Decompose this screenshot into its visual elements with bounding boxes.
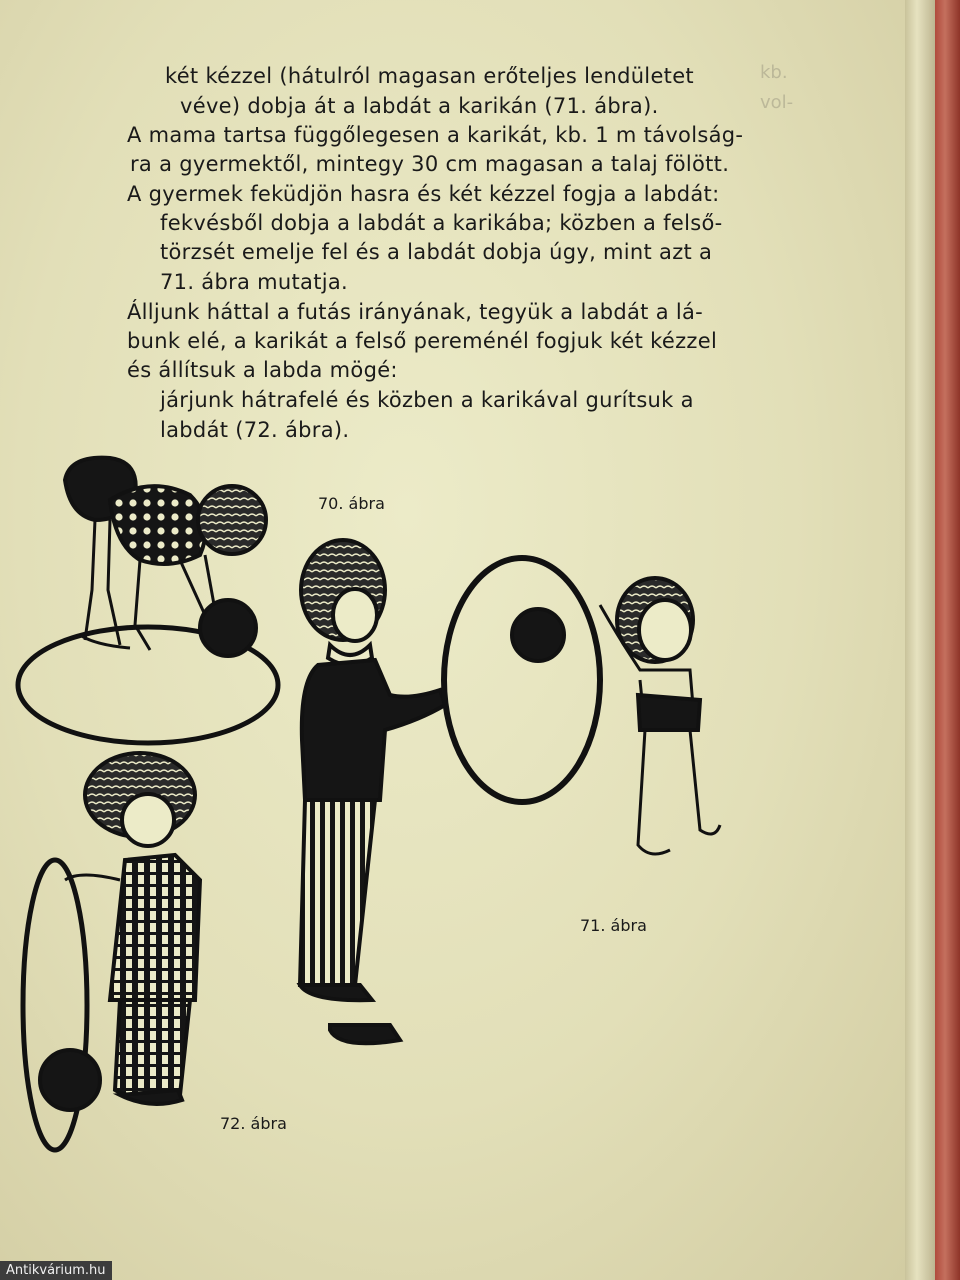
caption-figure-70: 70. ábra	[318, 494, 385, 513]
text-line: járjunk hátrafelé és közben a karikával gurítsuk a	[160, 388, 694, 412]
figure-71	[300, 540, 720, 1043]
text-line: Álljunk háttal a futás irányának, tegyük a labdát a lá-	[127, 300, 704, 324]
figure-70	[18, 458, 278, 743]
caption-figure-71: 71. ábra	[580, 916, 647, 935]
bleed-through-text: vol-	[760, 92, 794, 113]
text-line: fekvésből dobja a labdát a karikába; közben a felső-	[160, 211, 723, 235]
bleed-through-text: kb.	[760, 62, 788, 83]
page-edge	[905, 0, 935, 1280]
book-spine	[935, 0, 960, 1280]
text-line: véve) dobja át a labdát a karikán (71. ábra).	[180, 94, 659, 118]
figure-72	[23, 753, 200, 1150]
text-line: és állítsuk a labda mögé:	[127, 358, 398, 382]
text-line: törzsét emelje fel és a labdát dobja úgy, mint azt a	[160, 240, 713, 264]
text-line: labdát (72. ábra).	[160, 418, 350, 442]
text-line: A gyermek feküdjön hasra és két kézzel fogja a labdát:	[127, 182, 720, 206]
text-line: 71. ábra mutatja.	[160, 270, 349, 294]
watermark: Antikvárium.hu	[0, 1261, 112, 1280]
caption-figure-72: 72. ábra	[220, 1114, 287, 1133]
text-line: bunk elé, a karikát a felső pereménél fogjuk két kézzel	[127, 329, 718, 353]
text-line: két kézzel (hátulról magasan erőteljes lendületet	[165, 64, 694, 88]
text-line: A mama tartsa függőlegesen a karikát, kb. 1 m távolság-	[127, 123, 744, 147]
illustration	[0, 440, 905, 1180]
text-line: ra a gyermektől, mintegy 30 cm magasan a talaj fölött.	[130, 152, 730, 176]
